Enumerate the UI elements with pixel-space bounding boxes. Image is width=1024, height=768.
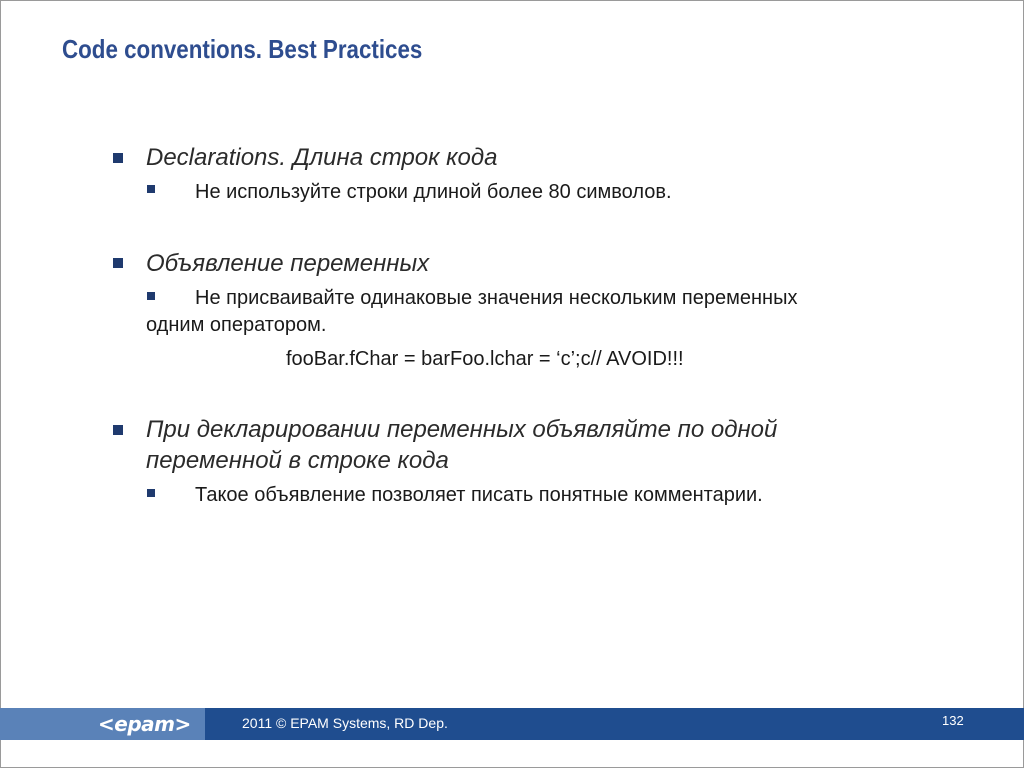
section-heading-continuation: переменной в строке кода <box>146 447 449 474</box>
slide-title: Code conventions. Best Practices <box>62 34 423 64</box>
sub-bullet-square-icon <box>147 489 155 497</box>
section-item: Не присваивайте одинаковые значения нескольким переменных <box>195 287 798 309</box>
section-item-continuation: одним оператором. <box>146 314 327 336</box>
section-item: Такое объявление позволяет писать понятные комментарии. <box>195 484 763 506</box>
footer-copyright: 2011 © EPAM Systems, RD Dep. <box>242 715 448 731</box>
sub-bullet-square-icon <box>147 185 155 193</box>
footer-logo-area <box>0 708 205 740</box>
footer-bar <box>0 708 1024 740</box>
code-example: fooBar.fChar = barFoo.lchar = ‘c’;c// AVOID!!! <box>286 348 684 370</box>
section-heading: Declarations. Длина строк кода <box>146 144 498 171</box>
section-heading: Объявление переменных <box>146 250 430 277</box>
page-number: 132 <box>942 713 964 728</box>
section-heading: При декларировании переменных объявляйте по одной <box>146 416 778 443</box>
sub-bullet-square-icon <box>147 292 155 300</box>
bullet-square-icon <box>113 258 123 268</box>
bullet-square-icon <box>113 153 123 163</box>
epam-logo: <epam> <box>98 712 191 736</box>
section-item: Не используйте строки длиной более 80 символов. <box>195 181 672 203</box>
bullet-square-icon <box>113 425 123 435</box>
